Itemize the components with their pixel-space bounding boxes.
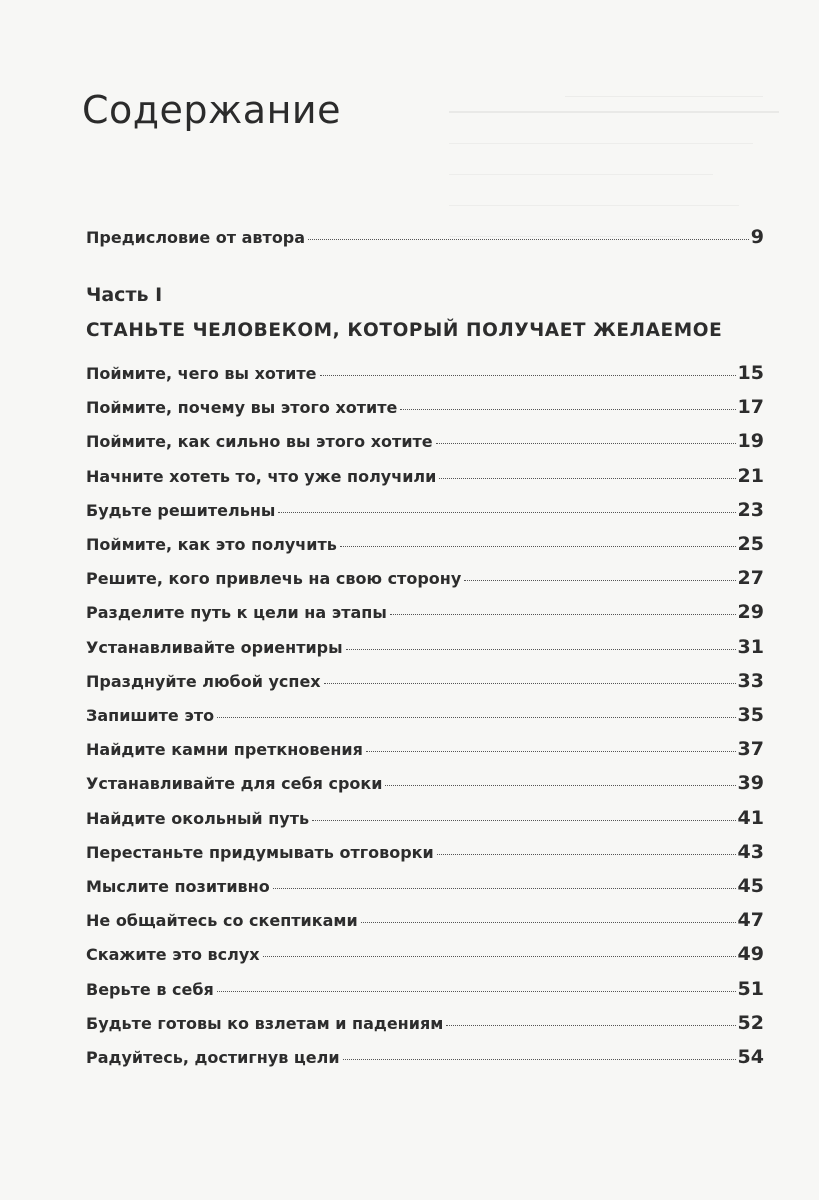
toc-entry-page: 47 <box>737 909 764 932</box>
toc-entry-label: Скажите это вслух <box>86 945 260 965</box>
toc-entry-label: Будьте готовы ко взлетам и падениям <box>86 1013 444 1033</box>
toc-entry-label: Поймите, как сильно вы этого хотите <box>86 432 433 452</box>
toc-entry-label: Не общайтесь со скептиками <box>86 911 358 931</box>
page-title: Содержание <box>82 88 341 132</box>
dot-leader <box>308 239 749 240</box>
dot-leader <box>217 717 735 718</box>
toc-entry-page: 39 <box>737 772 764 795</box>
dot-leader <box>263 956 736 957</box>
toc-entry-page: 19 <box>737 430 764 453</box>
toc-entry-page: 17 <box>737 396 764 419</box>
toc-entry-page: 49 <box>737 943 764 966</box>
toc-entry-page: 31 <box>737 635 764 658</box>
toc-entry-page: 35 <box>737 704 764 726</box>
dot-leader <box>312 820 735 821</box>
dot-leader <box>464 580 735 581</box>
toc-entry[interactable] <box>86 499 764 521</box>
toc-entry[interactable] <box>86 396 764 418</box>
toc-entry[interactable] <box>86 533 764 555</box>
toc-entry-page: 27 <box>737 567 764 590</box>
toc-entry-label: Предисловие от автора <box>86 228 306 247</box>
part-label: Часть I <box>86 284 163 306</box>
dot-leader <box>366 751 736 752</box>
toc-entry-page: 37 <box>737 738 764 761</box>
toc-entry-label: Радуйтесь, достигнув цели <box>86 1048 340 1067</box>
dot-leader <box>346 649 736 650</box>
toc-entry[interactable] <box>86 567 764 589</box>
toc-entry-page: 25 <box>737 533 764 555</box>
dot-leader <box>446 1025 735 1026</box>
toc-entry[interactable] <box>86 362 764 384</box>
dot-leader <box>436 443 736 444</box>
toc-entry-page: 45 <box>737 875 764 897</box>
dot-leader <box>217 991 736 992</box>
toc-entry[interactable] <box>86 943 764 965</box>
toc-entry[interactable] <box>86 704 764 726</box>
toc-entry[interactable] <box>86 841 764 863</box>
dot-leader <box>437 854 736 855</box>
toc-entry[interactable] <box>86 807 764 829</box>
toc-entry[interactable] <box>86 670 764 692</box>
toc-entry[interactable] <box>86 636 764 658</box>
toc-entry[interactable] <box>86 772 764 794</box>
toc-entry-page: 9 <box>750 226 764 248</box>
toc-entry-label: Разделите путь к цели на этапы <box>86 603 387 623</box>
toc-entry-label: Начните хотеть то, что уже получили <box>86 466 437 486</box>
toc-entry-label: Поймите, как это получить <box>86 535 337 554</box>
toc-entry-label: Верьте в себя <box>86 979 214 999</box>
dot-leader <box>361 922 736 923</box>
toc-entry[interactable] <box>86 738 764 760</box>
toc-entry-label: Найдите окольный путь <box>86 808 310 828</box>
toc-entry[interactable] <box>86 1012 764 1034</box>
dot-leader <box>324 683 736 684</box>
toc-entry-label: Поймите, чего вы хотите <box>86 364 317 383</box>
toc-entry[interactable] <box>86 430 764 452</box>
dot-leader <box>390 614 736 615</box>
toc-entry[interactable] <box>86 601 764 623</box>
toc-entry-label: Будьте решительны <box>86 500 276 520</box>
toc-entry[interactable] <box>86 1046 764 1068</box>
toc-entry-label: Решите, кого привлечь на свою сторону <box>86 569 462 589</box>
toc-entry-label: Празднуйте любой успех <box>86 671 321 691</box>
dot-leader <box>278 512 735 513</box>
toc-entry[interactable] <box>86 978 764 1000</box>
toc-entry-page: 23 <box>737 498 764 521</box>
toc-entry-page: 33 <box>737 669 764 692</box>
toc-entry-page: 43 <box>737 840 764 863</box>
toc-entry-page: 52 <box>737 1011 764 1034</box>
dot-leader <box>439 478 735 479</box>
dot-leader <box>343 1059 736 1060</box>
toc-entry-page: 15 <box>737 362 764 384</box>
dot-leader <box>273 888 736 889</box>
toc-entry-label: Поймите, почему вы этого хотите <box>86 398 398 418</box>
toc-entry-label: Найдите камни преткновения <box>86 740 363 760</box>
toc-entry-page: 41 <box>737 806 764 829</box>
dot-leader <box>320 375 736 376</box>
toc-entry-label: Перестаньте придумывать отговорки <box>86 842 434 862</box>
toc-entry-page: 29 <box>737 601 764 624</box>
part-title: СТАНЬТЕ ЧЕЛОВЕКОМ, КОТОРЫЙ ПОЛУЧАЕТ ЖЕЛАЕМОЕ <box>86 320 723 341</box>
toc-entry-page: 54 <box>737 1046 764 1068</box>
dot-leader <box>400 409 735 410</box>
dot-leader <box>340 546 736 547</box>
toc-entry[interactable] <box>86 909 764 931</box>
toc-entry-label: Мыслите позитивно <box>86 877 270 896</box>
toc-entry[interactable] <box>86 465 764 487</box>
dot-leader <box>385 785 735 786</box>
toc-entry-label: Устанавливайте для себя сроки <box>86 774 383 794</box>
toc-entry-label: Устанавливайте ориентиры <box>86 637 343 657</box>
show-through-texture <box>449 84 779 237</box>
toc-entry-label: Запишите это <box>86 706 215 725</box>
toc-entry-page: 21 <box>737 464 764 487</box>
toc-entry-page: 51 <box>737 977 764 1000</box>
toc-entry[interactable] <box>86 875 764 897</box>
toc-entry-preface[interactable] <box>86 226 764 248</box>
